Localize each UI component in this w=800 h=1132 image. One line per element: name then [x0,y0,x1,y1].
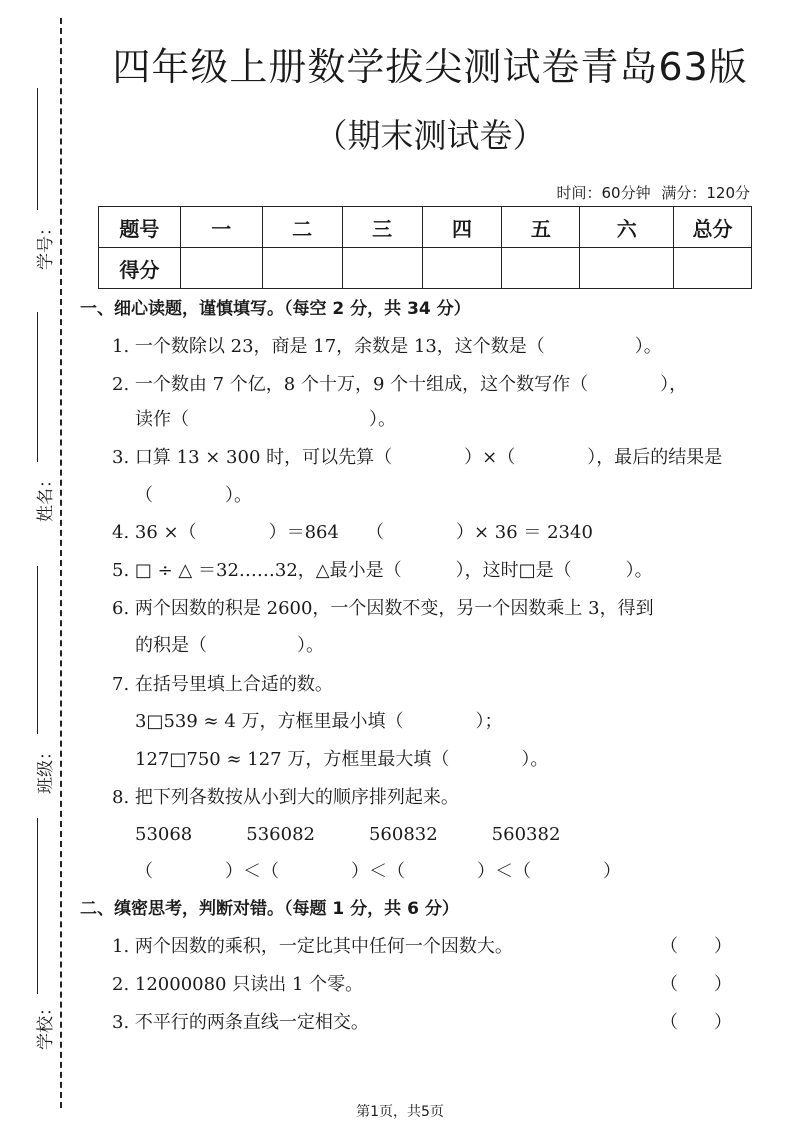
score-table-header-row [99,207,752,248]
score-cell: 四 [422,207,502,248]
question-line: 2. 一个数由 7 个亿，8 个十万，9 个十组成，这个数写作（ ）， [112,374,688,395]
score-cell: 总分 [674,207,752,248]
question-line: 读作（ ）。 [135,409,396,430]
score-cell: 二 [262,207,342,248]
score-input-cell[interactable] [262,248,342,289]
score-input-cell[interactable] [580,248,674,289]
name-label: 姓名： [36,471,56,522]
score-input-cell[interactable] [422,248,502,289]
score-cell: 五 [502,207,580,248]
question-line: 5. □ ÷ △ ＝32……32，△最小是（ ），这时□是（ ）。 [112,560,653,581]
number-list: 53068 536082 560832 560382 [135,824,561,845]
judge-item: 3. 不平行的两条直线一定相交。 [112,1012,369,1033]
ordering-blanks: （ ）＜（ ）＜（ ）＜（ ） [135,861,621,882]
question-line: 4. 36 ×（ ）＝864 （ ）× 36 ＝ 2340 [112,522,593,543]
score-input-cell[interactable] [180,248,262,289]
score-cell: 一 [180,207,262,248]
student-id-label: 学号： [36,219,56,270]
question-line: 7. 在括号里填上合适的数。 [112,674,333,695]
judge-blank[interactable]: （ ） [660,974,732,995]
judge-item: 2. 12000080 只读出 1 个零。 [112,974,364,995]
score-row-label: 得分 [99,248,181,289]
judge-blank[interactable]: （ ） [660,936,732,957]
score-cell: 题号 [99,207,181,248]
score-input-cell[interactable] [342,248,422,289]
page-title: 四年级上册数学拔尖测试卷青岛63版 [112,45,748,89]
question-line: 的积是（ ）。 [135,635,324,656]
full-score: 满分：120分 [661,184,750,202]
section1-heading: 一、细心读题，谨慎填写。（每空 2 分，共 34 分） [80,299,471,319]
score-cell: 六 [580,207,674,248]
class-blank [37,566,38,734]
school-blank [37,818,38,994]
judge-blank[interactable]: （ ） [660,1012,732,1033]
question-line: 3□539 ≈ 4 万，方框里最小填（ ）； [135,711,503,732]
exam-meta [556,182,750,203]
question-line: 1. 一个数除以 23，商是 17，余数是 13，这个数是（ ）。 [112,336,662,357]
question-line: 8. 把下列各数按从小到大的顺序排列起来。 [112,787,459,808]
student-id-blank [37,88,38,210]
question-line: （ ）。 [135,485,252,506]
judge-item: 1. 两个因数的乘积，一定比其中任何一个因数大。 [112,936,513,957]
page-footer: 第1页，共5页 [356,1104,444,1120]
question-line: 3. 口算 13 × 300 时，可以先算（ ）×（ ），最后的结果是 [112,447,723,468]
binding-dashed-line [60,18,62,1108]
time-limit: 时间：60分钟 [556,184,651,202]
score-input-cell[interactable] [674,248,752,289]
question-line: 127□750 ≈ 127 万，方框里最大填（ ）。 [135,749,549,770]
page-subtitle: （期末测试卷） [314,116,546,155]
score-input-cell[interactable] [502,248,580,289]
class-label: 班级： [36,743,56,794]
score-table [98,206,752,289]
section2-heading: 二、缜密思考，判断对错。（每题 1 分，共 6 分） [80,899,459,919]
score-cell: 三 [342,207,422,248]
name-blank [37,312,38,462]
score-table-score-row [99,248,752,289]
question-line: 6. 两个因数的积是 2600，一个因数不变，另一个因数乘上 3，得到 [112,598,654,619]
school-label: 学校： [36,999,56,1050]
